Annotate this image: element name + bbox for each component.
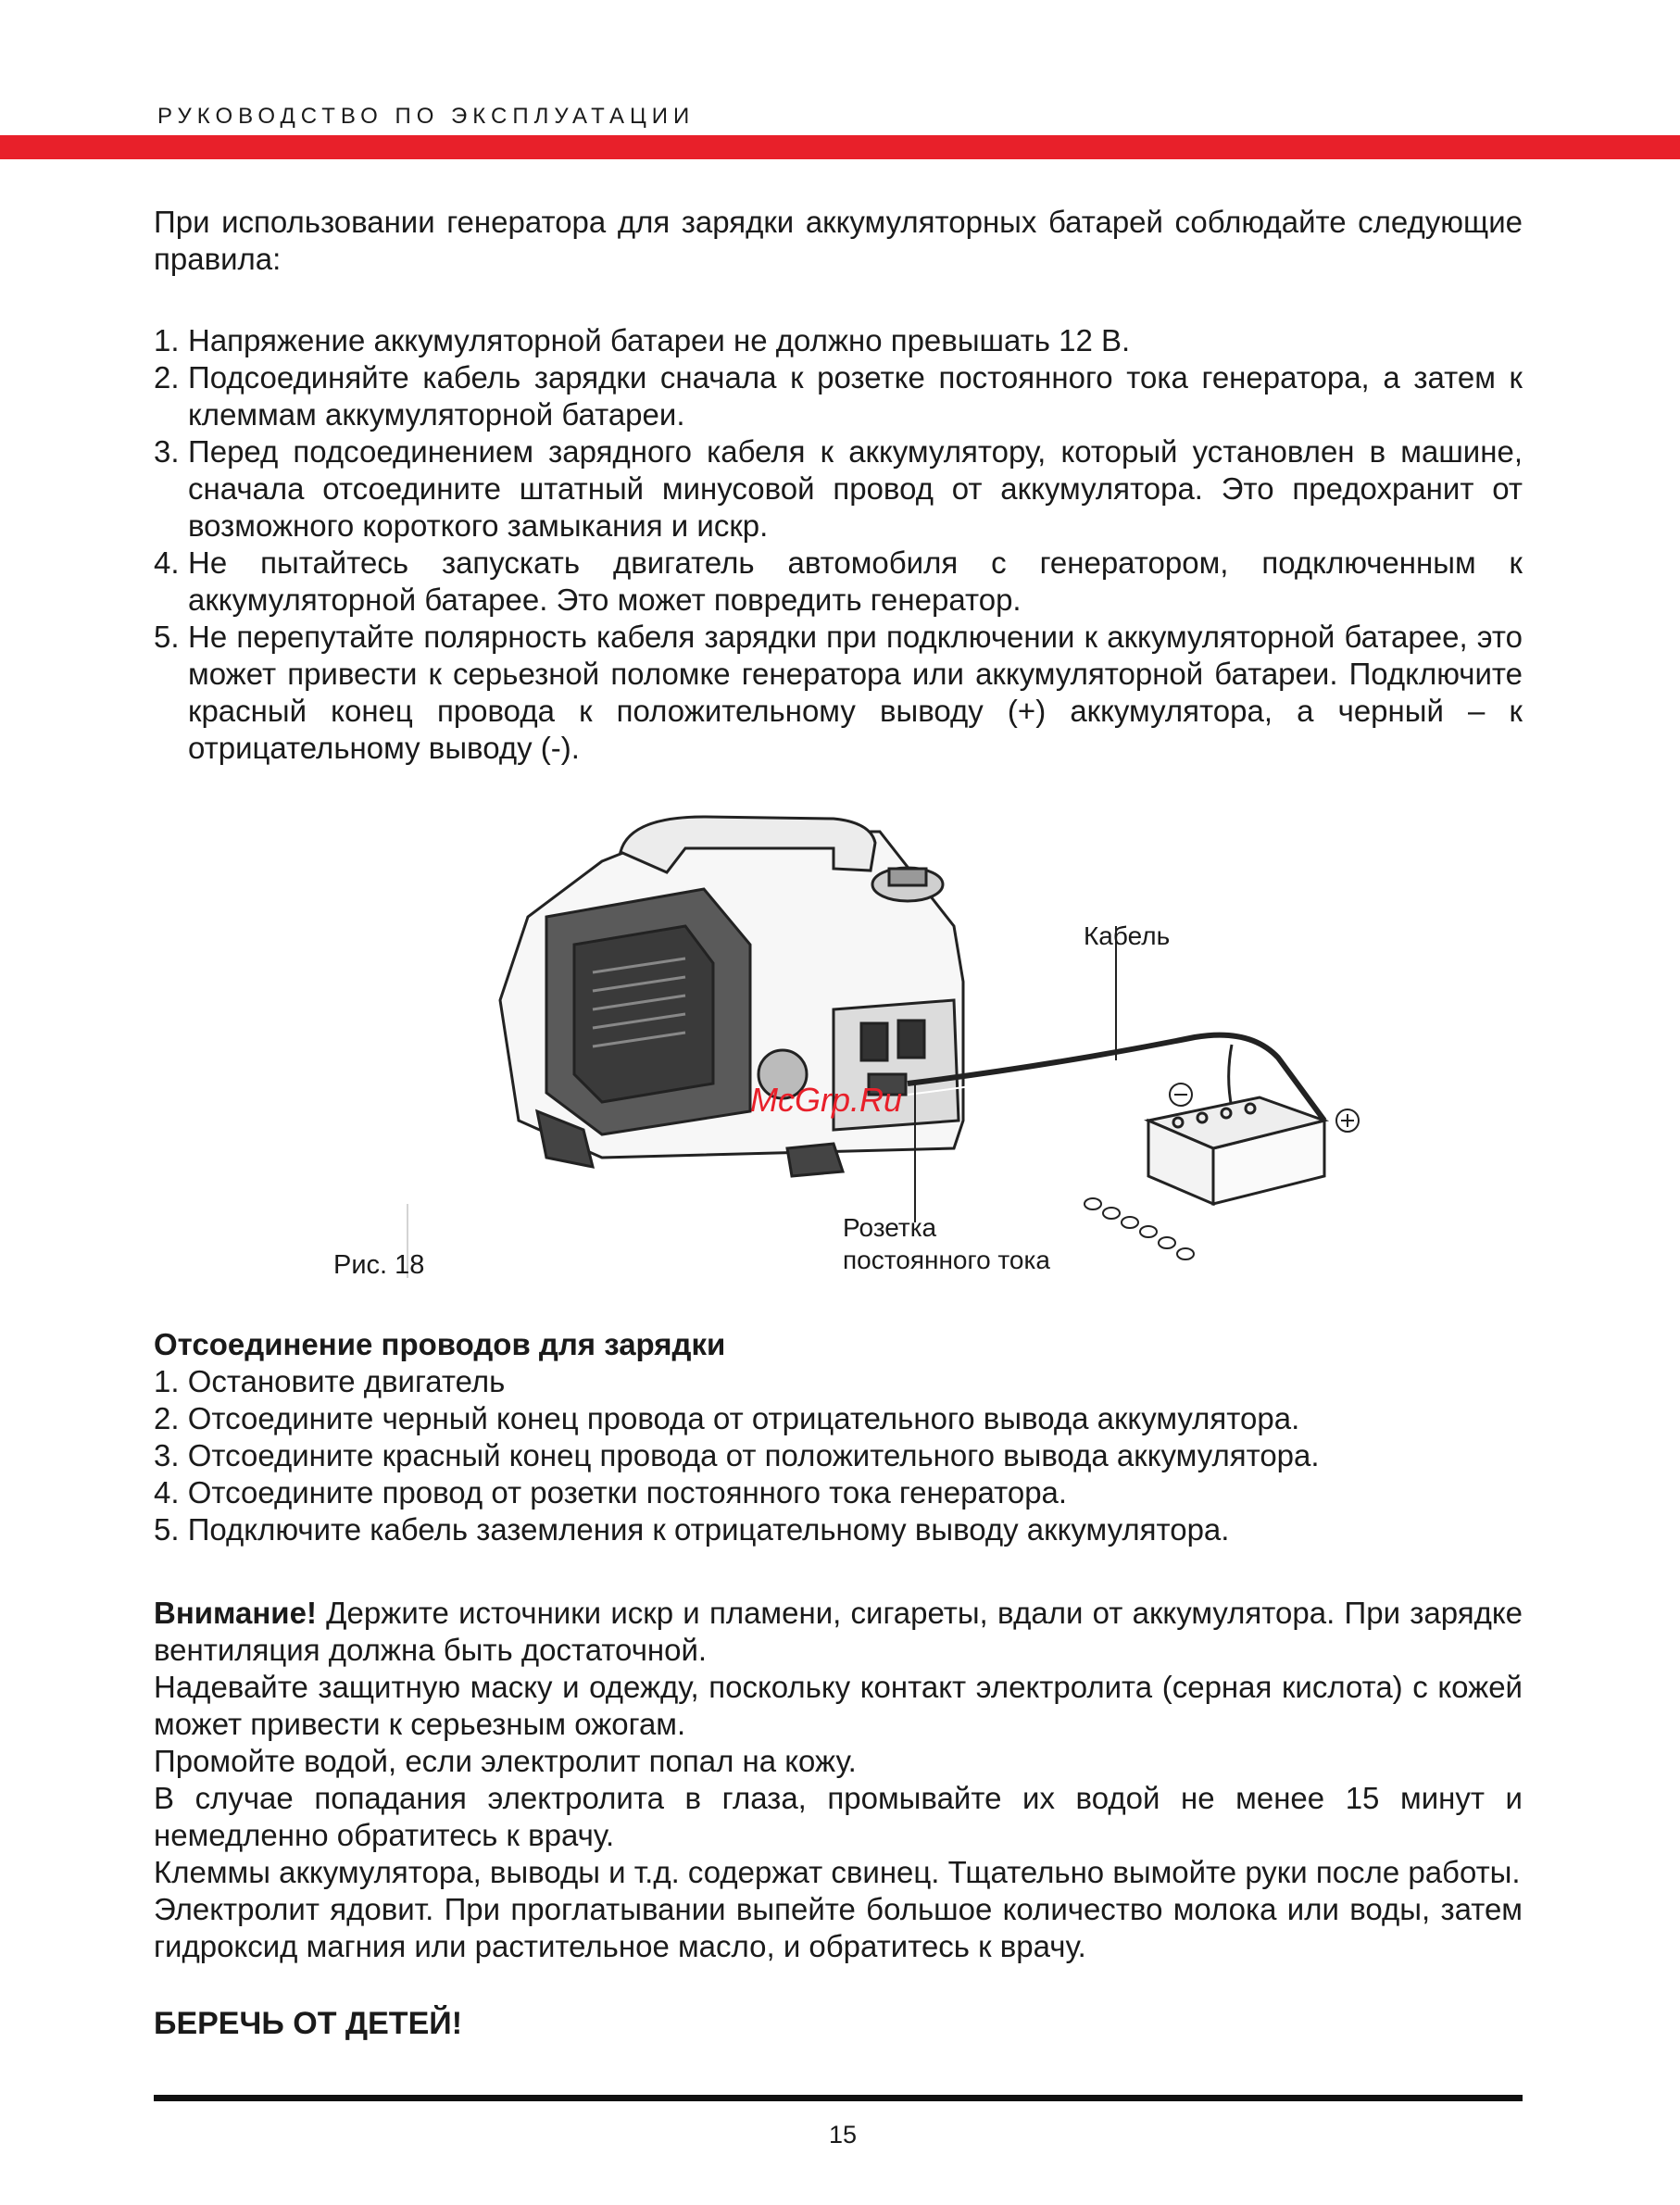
rule-number: 1. [154,323,180,357]
warning-section [154,1595,1523,1965]
rule-text: Перед подсоединением зарядного кабеля к аккумулятору, который установлен в машине, сначала отсоедините штатный минусовой провод от аккумулятора. Это предохранит от возможного короткого замыкания и искр. [188,434,1523,543]
generator-drawing [500,817,963,1176]
label-socket-line2: постоянного тока [843,1246,1050,1274]
disconnect-section [154,1326,1523,1548]
battery-drawing [1148,1097,1324,1204]
warning-first-text: Держите источники искр и пламени, сигареты, вдали от аккумулятора. При зарядке вентиляция должна быть достаточной. [154,1596,1523,1667]
warning-lead: Внимание! [154,1596,317,1630]
disconnect-step: 3. Отсоедините красный конец провода от положительного вывода аккумулятора. [154,1438,1320,1472]
rule-item [154,433,1523,545]
footer-rule [154,2095,1523,2101]
rule-text: Не перепутайте полярность кабеля зарядки при подключении к аккумуляторной батарее, это может привести к серьезной поломке генератора или аккумуляторной батареи. Подключите красный конец провода к положительному выводу (+) аккумулятора, а черный – к отрицательному выводу (-). [188,620,1523,765]
rule-number: 2. [154,360,180,395]
warning-paragraph: Надевайте защитную маску и одежду, поскольку контакт электролита (серная кислота) с кожей может привести к серьезным ожогам. [154,1670,1523,1741]
rule-item [154,619,1523,767]
warning-paragraph: В случае попадания электролита в глаза, промывайте их водой не менее 15 минут и немедленно обратитесь к врачу. [154,1781,1523,1852]
rule-item [154,545,1523,619]
disconnect-step: 5. Подключите кабель заземления к отрицательному выводу аккумулятора. [154,1512,1230,1547]
warning-paragraph: Клеммы аккумулятора, выводы и т.д. содержат свинец. Тщательно вымойте руки после работы. [154,1855,1521,1889]
warning-first-paragraph [154,1595,1523,1669]
intro-text: При использовании генератора для зарядки аккумуляторных батарей соблюдайте следующие правила: [154,205,1523,276]
generator-battery-illustration [315,815,1380,1297]
header-title: РУКОВОДСТВО ПО ЭКСПЛУАТАЦИИ [157,104,696,129]
label-socket-line1: Розетка [843,1213,937,1242]
warning-paragraph: Электролит ядовит. При проглатывании выпейте большое количество молока или воды, затем гидроксид магния или растительное масло, и обратитесь к врачу. [154,1892,1523,1963]
intro-paragraph [154,204,1523,278]
disconnect-heading: Отсоединение проводов для зарядки [154,1327,726,1361]
rule-number: 3. [154,434,180,469]
keep-away-from-children: БЕРЕЧЬ ОТ ДЕТЕЙ! [154,2006,463,2041]
rule-item [154,322,1523,359]
rule-item [154,359,1523,433]
rule-text: Не пытайтесь запускать двигатель автомобиля с генератором, подключенным к аккумуляторной батарее. Это может повредить генератор. [188,545,1523,617]
disconnect-step: 1. Остановите двигатель [154,1364,506,1398]
rule-text: Подсоединяйте кабель зарядки сначала к розетке постоянного тока генератора, а затем к клеммам аккумуляторной батареи. [188,360,1523,432]
rule-text: Напряжение аккумуляторной батареи не должно превышать 12 В. [188,323,1131,357]
disconnect-step: 2. Отсоедините черный конец провода от отрицательного вывода аккумулятора. [154,1401,1300,1435]
rule-number: 4. [154,545,180,580]
disconnect-step: 4. Отсоедините провод от розетки постоянного тока генератора. [154,1475,1068,1510]
rule-number: 5. [154,620,180,654]
warning-paragraph: Промойте водой, если электролит попал на кожу. [154,1744,857,1778]
figure-caption: Рис. 18 [333,1250,425,1280]
label-cable: Кабель [1084,921,1171,950]
rules-list [154,322,1523,767]
header-red-bar [0,135,1680,159]
battery-cell-caps [1084,1198,1194,1259]
watermark: McGrp.Ru [750,1081,903,1119]
page-number: 15 [828,2121,858,2149]
